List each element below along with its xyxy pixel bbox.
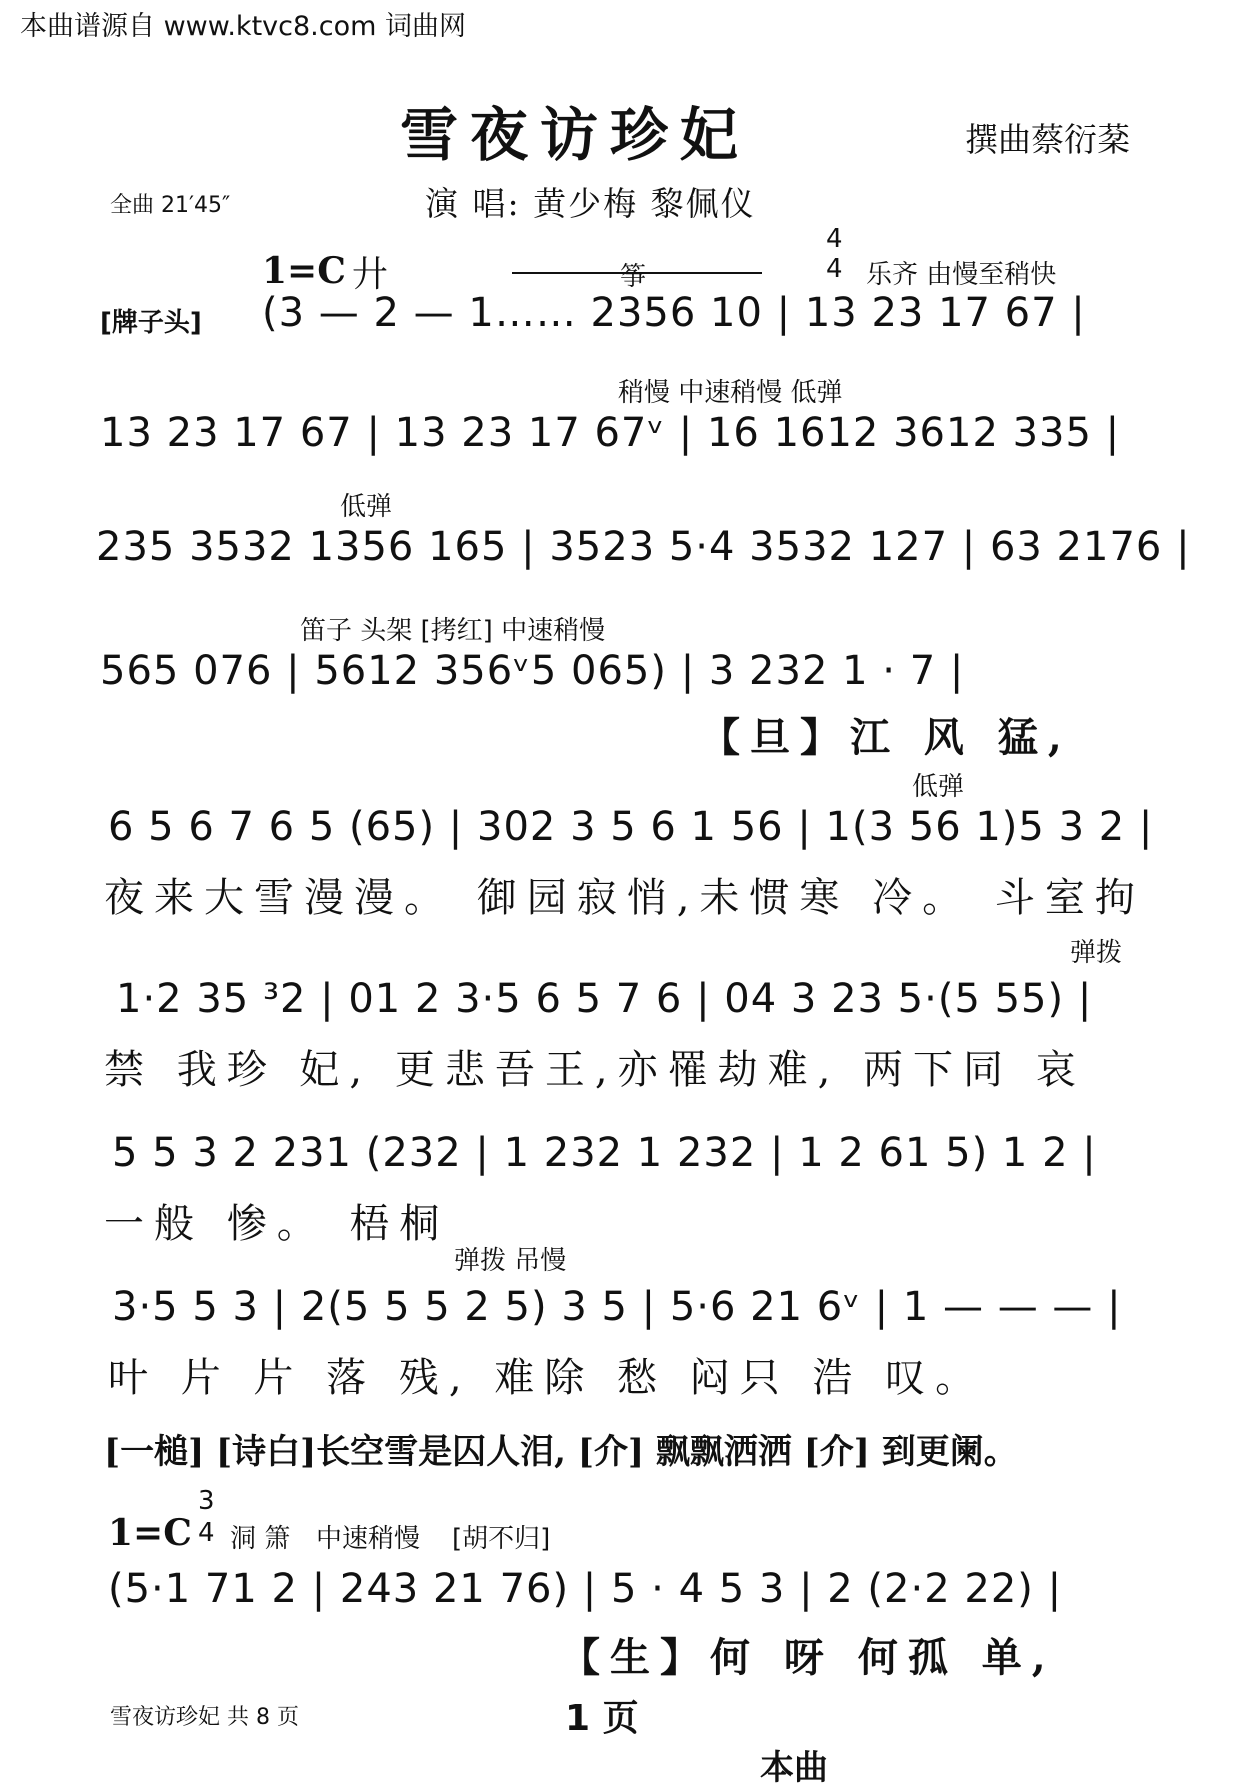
recitation-line: [一槌] [诗白]长空雪是囚人泪, [介] 飘飘洒洒 [介] 到更阑。 — [104, 1432, 1018, 1472]
notation-line-9: (5·1 71 2 | 243 21 76) | 5 · 4 5 3 | 2 (2·2 22) | — [108, 1566, 1063, 1612]
marks-line-6: 弹拨 — [1070, 938, 1123, 968]
zheng-mark: 筝 — [620, 262, 647, 292]
notation-line-1: (3 — 2 — 1…… 2356 10 | 13 23 17 67 | — [262, 290, 1086, 336]
time-sig-top: 4 — [826, 224, 843, 254]
singers: 演 唱: 黄少梅 黎佩仪 — [425, 184, 756, 223]
notation-line-2: 13 23 17 67 | 13 23 17 67ᵛ | 16 1612 3612 335 | — [100, 410, 1121, 456]
lyric-line-8: 叶 片 片 落 残, 难除 愁 闷只 浩 叹。 — [108, 1355, 986, 1401]
tune-name: [胡不归] — [452, 1524, 551, 1554]
notation-line-7: 5 5 3 2 231 (232 | 1 232 1 232 | 1 2 61 5) 1 2 | — [112, 1130, 1097, 1176]
instrument-mark: 廾 — [352, 254, 389, 295]
marks-line-2: 稍慢 中速稍慢 低弹 — [618, 378, 843, 408]
zheng-line — [512, 272, 762, 284]
section-label: [牌子头] — [100, 308, 202, 338]
notation-line-6: 1·2 35 ³2 | 01 2 3·5 6 5 7 6 | 04 3 23 5·(5 55) | — [116, 976, 1093, 1022]
tempo-mark: 乐齐 由慢至稍快 — [866, 260, 1057, 290]
marks-line-3: 低弹 — [340, 492, 393, 522]
marks-line-4: 笛子 头架 [拷红] 中速稍慢 — [300, 616, 606, 646]
notation-line-3: 235 3532 1356 165 | 3523 5·4 3532 127 | 63 2176 | — [96, 524, 1191, 570]
time-sig-2-bottom: 4 — [198, 1518, 215, 1548]
lyric-line-4: 【旦】江 风 猛, — [700, 714, 1072, 761]
song-title: 雪夜访珍妃 — [400, 101, 751, 169]
notation-line-8: 3·5 5 3 | 2(5 5 5 2 5) 3 5 | 5·6 21 6ᵛ | 1 — — — | — [112, 1284, 1122, 1330]
time-sig-bottom: 4 — [826, 254, 843, 284]
lyric-line-9: 【生】何 呀 何孤 单, — [560, 1634, 1056, 1681]
lyric-line-6: 禁 我珍 妃, 更悲吾王,亦罹劫难, 两下同 哀 — [104, 1047, 1086, 1093]
time-sig-2-top: 3 — [198, 1486, 215, 1516]
key-signature-2: 1=C — [108, 1512, 192, 1554]
marks-line-5: 低弹 — [912, 772, 965, 802]
tempo-2: 中速稍慢 — [316, 1524, 421, 1554]
lyric-line-7: 一般 惨。 梧桐 — [104, 1201, 450, 1247]
source-line: 本曲谱源自 www.ktvc8.com 词曲网 — [20, 11, 466, 42]
duration: 全曲 21′45″ — [110, 193, 231, 218]
page-number: 1 页 — [565, 1698, 639, 1739]
notation-line-4: 565 076 | 5612 356ᵛ5 065) | 3 232 1 · 7 | — [100, 648, 965, 694]
marks-line-8: 弹拨 吊慢 — [454, 1246, 567, 1276]
lyric-line-5: 夜来大雪漫漫。 御园寂悄,未惯寒 冷。 斗室拘 — [104, 875, 1145, 921]
footer-title: 雪夜访珍妃 共 8 页 — [110, 1705, 299, 1730]
watermark: 本曲 — [760, 1748, 828, 1788]
key-signature: 1=C — [262, 250, 346, 292]
composer: 撰曲蔡衍棻 — [965, 120, 1130, 159]
notation-line-5: 6 5 6 7 6 5 (65) | 302 3 5 6 1 56 | 1(3 56 1)5 3 2 | — [108, 804, 1154, 850]
instrument-2: 洞 箫 — [230, 1524, 291, 1554]
